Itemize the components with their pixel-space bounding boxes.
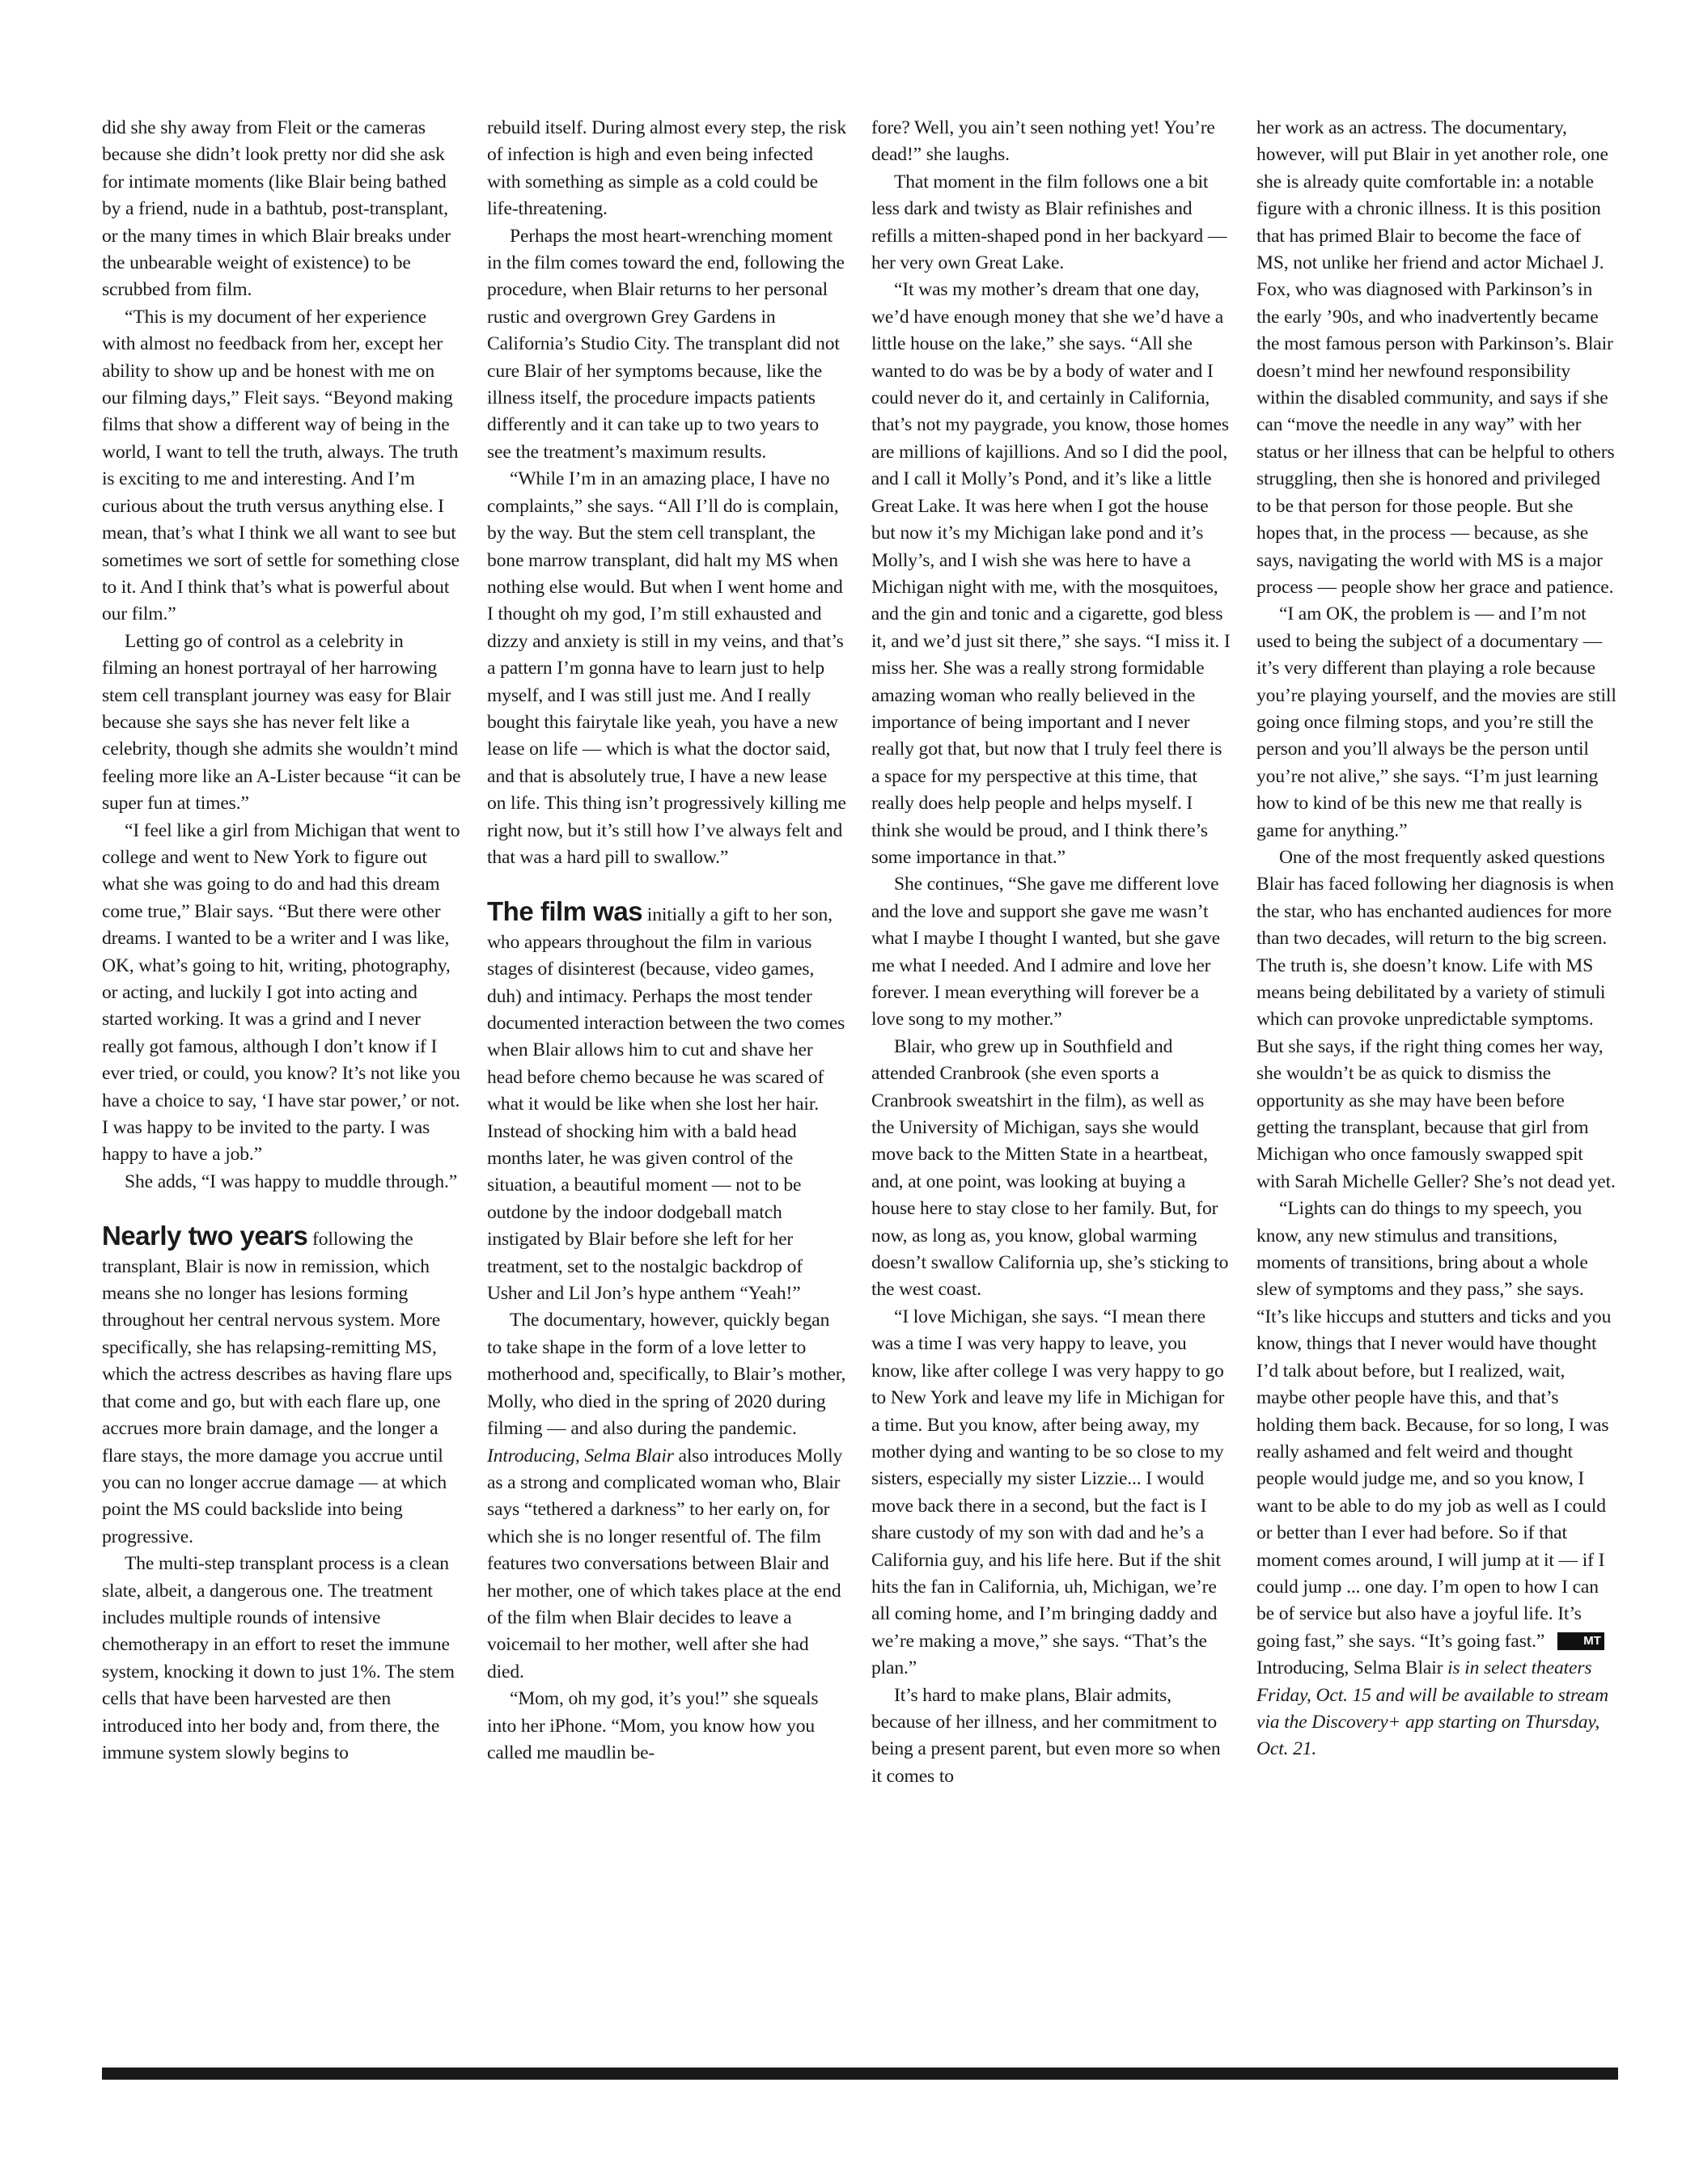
paragraph: “This is my document of her experience with almost no feedback from her, except her ability to show up and be honest with me on our filming days,” Fleit says. “Beyond making films that show a different way of being in the world, I want to tell the truth, always. The truth is exciting to me and interesting. And I’m curious about the truth versus anything else. I mean, that’s what I think we all want to see but sometimes we sort of settle for something close to it. And I think that’s what is powerful about our film.” [102,306,460,625]
paragraph-text: also introduces Molly as a strong and complicated woman who, Blair says “tethered a darkness” to her early on, for which she is no longer resentful of. The film features two conversations between Blair and her mother, one of which takes place at the end of the film when Blair decides to leave a voicemail to her mother, well after she had died. [487,1445,843,1682]
paragraph: She adds, “I was happy to muddle through.” [125,1170,458,1192]
paragraph: Perhaps the most heart-wrenching moment in the film comes toward the end, following the procedure, when Blair returns to her personal rustic and overgrown Grey Gardens in California’s Studio City. The transplant did not cure Blair of her symptoms because, like the illness itself, the procedure impacts patients differently and it can take up to two years to see the treatment’s maximum results. [487,225,845,463]
paragraph: fore? Well, you ain’t seen nothing yet! You’re dead!” she laughs. [871,117,1215,166]
section-spacer [102,1196,462,1222]
paragraph: “Mom, oh my god, it’s you!” she squeals into her iPhone. “Mom, you know how you called me maudlin be- [487,1688,819,1763]
paragraph: Blair, who grew up in Southfield and attended Cranbrook (she even sports a Cranbrook sweatshirt in the film), as well as the University of Michigan, says she would move back to the Mitten State in a heartbeat, and, at one point, was looking at buying a house here to stay close to her family. But, for now, as long as, you know, global warming doesn’t swallow California up, she’s sticking to the west coast. [871,1035,1229,1301]
paragraph-text: The documentary, however, quickly began to take shape in the form of a love letter to motherhood and, specifically, to Blair’s mother, Molly, who died in the spring of 2020 during filming — and also during the pandemic. [487,1310,846,1440]
section-paragraph [487,898,847,1307]
paragraph: “I love Michigan, she says. “I mean there was a time I was very happy to leave, you know, like after college I was very happy to go to New York and leave my life in Michigan for a time. But you know, after being away, my mother dying and wanting to be so close to my sisters, especially my sister Lizzie... I would move back there in a second, but the fact is I share custody of my son with dad and he’s a California guy, and his life here. But if the shit hits the fan in California, uh, Michigan, we’re all coming home, and I’m bringing daddy and we’re making a move,” she says. “That’s the plan.” [871,1306,1225,1679]
end-mark-logo: MT [1557,1632,1604,1650]
article-column-4 [1256,115,1616,1763]
section-spacer [487,871,847,898]
paragraph-text: “Lights can do things to my speech, you know, any new stimulus and transitions, moments of transitions, bring about a whole slew of symptoms and they pass,” she says. “It’s like hiccups and stutters and ticks and you know, things that I never would have thought I’d talk about before, but I realized, wait, maybe other people have this, and that’s holding them back. Because, for so long, I was really ashamed and felt weird and thought people would judge me, and so you know, I want to be able to do my job as well as I could or better than I ever had before. So if that moment comes around, I will jump at it — if I could jump ... one day. I’m open to how I can be of service but also have a joyful life. It’s going fast,” she says. “It’s going fast.” [1256,1198,1612,1652]
section-paragraph [102,1222,462,1551]
release-film-title: Introducing, Selma Blair [1256,1657,1443,1679]
section-lead-in: Nearly two years [102,1221,308,1251]
paragraph-text: initially a gift to her son, who appears throughout the film in various stages of disinterest (because, video games, duh) and intimacy. Perhaps the most tender documented interaction between the two comes when Blair allows him to cut and shave her head before chemo because he was scared of what it would be like when she lost her hair. Instead of shocking him with a bald head months later, he was given control of the situation, a beautiful moment — not to be outdone by the indoor dodgeball match instigated by Blair before she left for her treatment, set to the nostalgic backdrop of Usher and Lil Jon’s hype anthem “Yeah!” [487,904,845,1305]
paragraph: It’s hard to make plans, Blair admits, because of her illness, and her commitment to being a present parent, but even more so when it comes to [871,1684,1221,1787]
paragraph: “It was my mother’s dream that one day, we’d have enough money that she we’d have a little house on the lake,” she says. “All she wanted to do was be by a body of water and I could never do it, and certainly in California, that’s not my paygrade, you know, those homes are millions of kajillions. And so I did the pool, and I call it Molly’s Pond, and it’s like a little Great Lake. It was here when I got the house but now it’s my Michigan lake pond and it’s Molly’s, and I wish she was here to have a Michigan night with me, with the mosquitoes, and the gin and tonic and a cigarette, god bless it, and we’d just sit there,” she says. “I miss it. I miss her. She was a really strong formidable amazing woman who really believed in the importance of being important and I never really got that, but now that I truly feel there is a space for my perspective at this time, that really does help people and helps myself. I think she would be proud, and I think there’s some importance in that.” [871,279,1231,868]
article-column-1 [102,115,462,1767]
paragraph: She continues, “She gave me different love and the love and support she gave me wasn’t what I maybe I thought I wanted, but she gave me what I needed. And I admire and love her forever. I mean everything will forever be a love song to my mother.” [871,874,1220,1031]
paragraph: One of the most frequently asked questions Blair has faced following her diagnosis is when the star, who has enchanted audiences for more than two decades, will return to the big screen. The truth is, she doesn’t know. Life with MS means being debilitated by a variety of stimuli which can provoke unpredictable symptoms. But she says, if the right thing comes her way, she wouldn’t be as quick to dismiss the opportunity as she may have been before getting the transplant, because that girl from Michigan who once famously swapped spit with Sarah Michelle Geller? She’s not dead yet. [1256,846,1616,1192]
article-column-3 [871,115,1231,1790]
release-details: is in select theaters Friday, Oct. 15 and will be available to stream via the Discovery+ app starting on Thursday, Oct. 21. [1256,1657,1609,1760]
paragraph: “I feel like a girl from Michigan that went to college and went to New York to figure out what she was going to do and had this dream come true,” Blair says. “But there were other dreams. I wanted to be a writer and I was like, OK, what’s going to hit, writing, photography, or acting, and luckily I got into acting and started working. It was a grind and I never really got famous, although I don’t know if I ever tried, or could, you know? It’s not like you have a choice to say, ‘I have star power,’ or not. I was happy to be invited to the party. I was happy to have a job.” [102,819,460,1166]
paragraph: That moment in the film follows one a bit less dark and twisty as Blair refinishes and refills a mitten-shaped pond in her backyard — her very own Great Lake. [871,171,1227,274]
paragraph-text: following the transplant, Blair is now in remission, which means she no longer has lesions forming throughout her central nervous system. More specifically, she has relapsing-remitting MS, which the actress describes as having flare ups that come and go, but with each flare up, one accrues more brain damage, and the longer a flare stays, the more damage you accrue until you can no longer accrue damage — at which point the MS could backslide into being progressive. [102,1229,452,1547]
paragraph: rebuild itself. During almost every step, the risk of infection is high and even being infected with something as simple as a cold could be life-threatening. [487,117,846,220]
footer-rule [102,2068,1618,2080]
paragraph: “While I’m in an amazing place, I have no complaints,” she says. “All I’ll do is complain, by the way. But the stem cell transplant, the bone marrow transplant, did halt my MS when nothing else would. But when I went home and I thought oh my god, I’m still exhausted and dizzy and anxiety is still in my veins, and that’s a pattern I’m gonna have to learn just to help myself, and I was still just me. And I really bought this fairytale like yeah, you have a new lease on life — which is what the doctor said, and that is absolutely true, I have a new lease on life. This thing isn’t progressively killing me right now, but it’s still how I’ve always felt and that was a hard pill to swallow.” [487,468,846,868]
release-info [1256,1655,1616,1763]
section-lead-in: The film was [487,896,643,927]
paragraph: The multi-step transplant process is a clean slate, albeit, a dangerous one. The treatment includes multiple rounds of intensive chemotherapy in an effort to reset the immune system, knocking it down to just 1%. The stem cells that have been harvested are then introduced into her body and, from there, the immune system slowly begins to [102,1553,455,1763]
article-column-2 [487,115,847,1767]
paragraph [487,1307,847,1686]
paragraph: did she shy away from Fleit or the cameras because she didn’t look pretty nor did she ask for intimate moments (like Blair being bathed by a friend, nude in a bathtub, post-transplant, or the many times in which Blair breaks under the unbearable weight of existence) to be scrubbed from film. [102,117,451,301]
paragraph: her work as an actress. The documentary, however, will put Blair in yet another role, one she is already quite comfortable in: a notable figure with a chronic illness. It is this position that has primed Blair to become the face of MS, not unlike her friend and actor Michael J. Fox, who was diagnosed with Parkinson’s in the early ’90s, and who inadvertently became the most famous person with Parkinson’s. Blair doesn’t mind her newfound responsibility within the disabled community, and says if she can “move the needle in any way” with her status or her illness that can be helpful to others struggling, then she is honored and privileged to be that person for those people. But she hopes that, in the process — because, as she says, navigating the world with MS is a major process — people show her grace and patience. [1256,117,1615,598]
paragraph: “I am OK, the problem is — and I’m not used to being the subject of a documentary — it’s very different than playing a role because you’re playing yourself, and the movies are still going once filming stops, and you’re still the person and you’ll always be the person until you’re not alive,” she says. “I’m just learning how to kind of be this new me that really is game for anything.” [1256,603,1616,841]
paragraph: Letting go of control as a celebrity in filming an honest portrayal of her harrowing stem cell transplant journey was easy for Blair because she says she has never felt like a celebrity, though she admits she wouldn’t mind feeling more like an A-Lister because “it can be super fun at times.” [102,630,461,815]
paragraph [1256,1196,1616,1655]
film-title: Introducing, Selma Blair [487,1445,674,1467]
